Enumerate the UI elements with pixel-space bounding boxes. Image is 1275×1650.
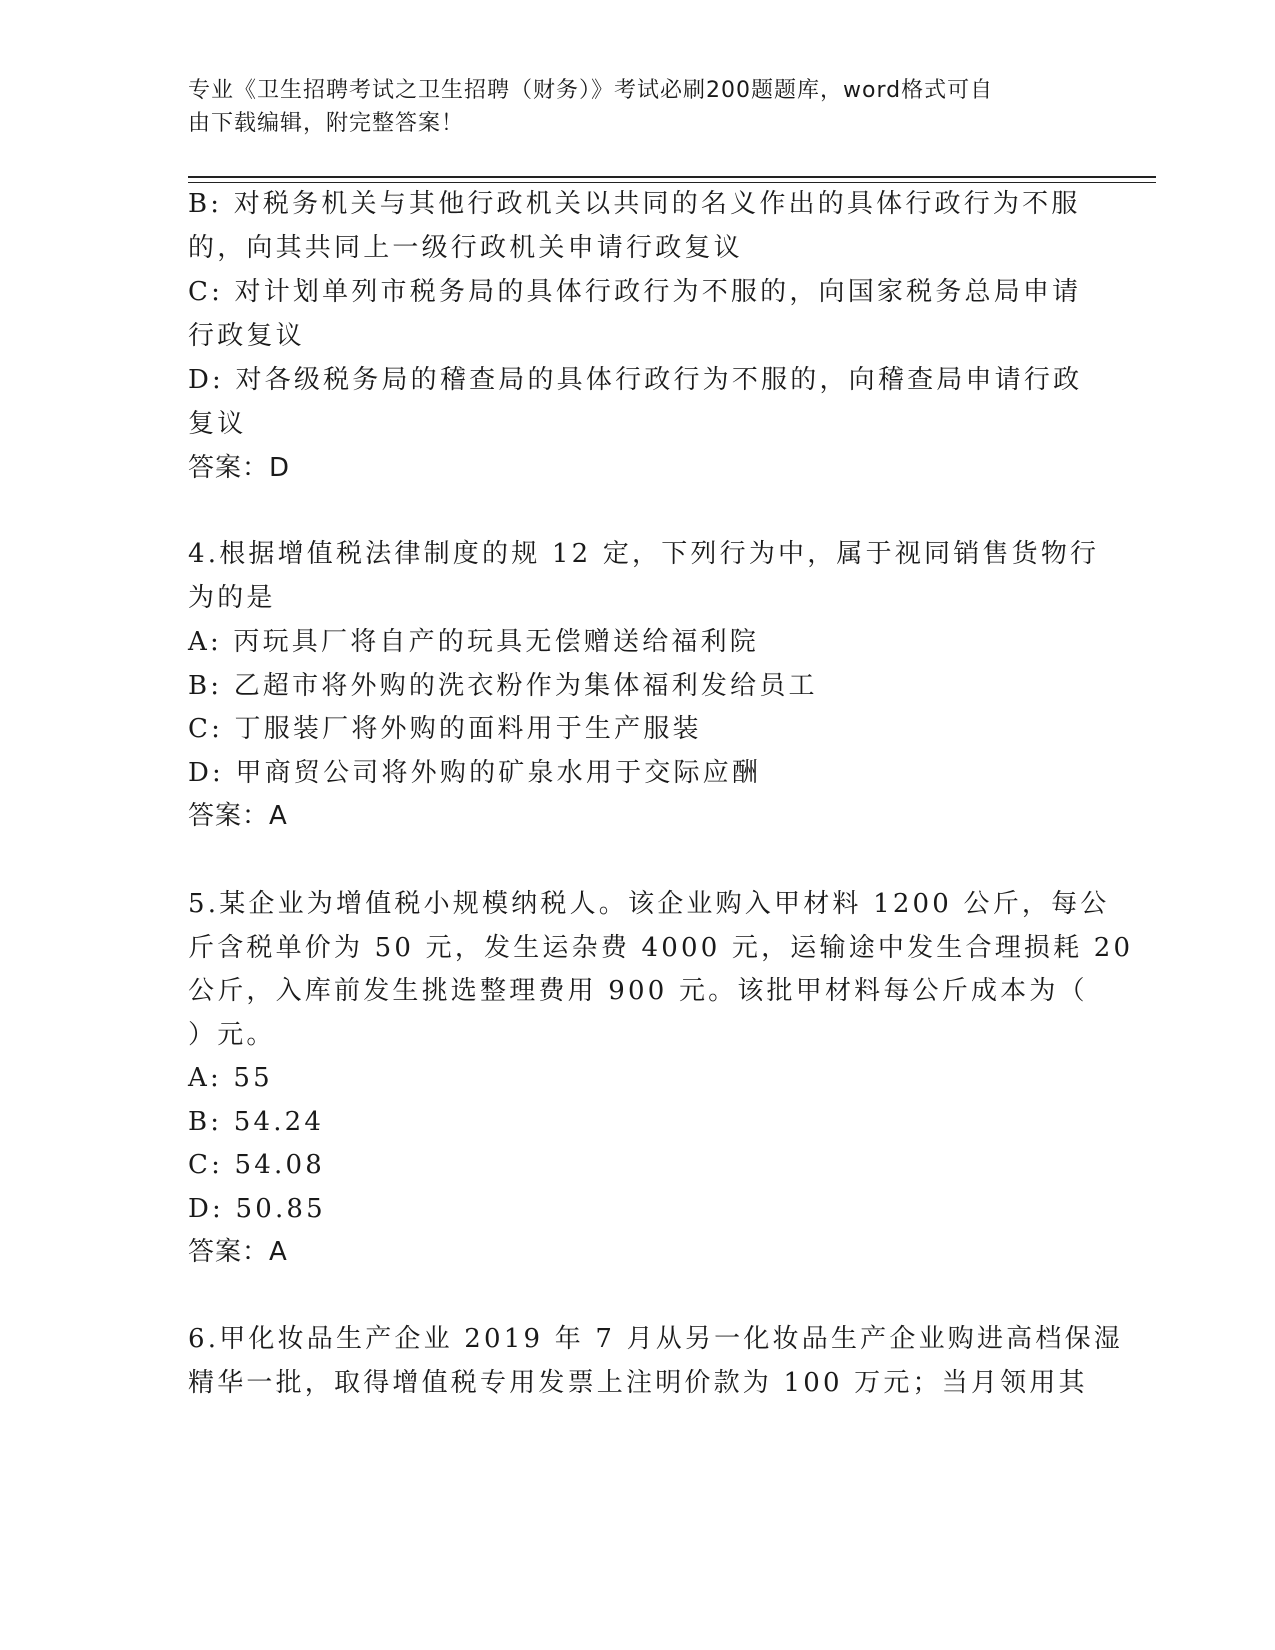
q4-option-d: D: 甲商贸公司将外购的矿泉水用于交际应酬 xyxy=(188,758,762,788)
q5-option-c: C: 54.08 xyxy=(188,1150,325,1180)
q3-option-b-line-2: 的，向其共同上一级行政机关申请行政复议 xyxy=(188,233,743,263)
q4-option-b: B: 乙超市将外购的洗衣粉作为集体福利发给员工 xyxy=(188,671,818,701)
q5-option-b: B: 54.24 xyxy=(188,1107,325,1137)
q4-option-c: C: 丁服装厂将外购的面料用于生产服装 xyxy=(188,714,702,744)
q4-stem-line-2: 为的是 xyxy=(188,583,276,613)
q5-stem-line-2: 斤含税单价为 50 元，发生运杂费 4000 元，运输途中发生合理损耗 20 xyxy=(188,933,1134,963)
q5-stem-line-1: 5.某企业为增值税小规模纳税人。该企业购入甲材料 1200 公斤，每公 xyxy=(188,889,1110,919)
q4-answer: 答案：A xyxy=(188,801,288,831)
document-header xyxy=(188,74,1068,140)
q4-stem-line-1: 4.根据增值税法律制度的规 12 定，下列行为中，属于视同销售货物行 xyxy=(188,539,1100,569)
q3-option-c-line-1: C: 对计划单列市税务局的具体行政行为不服的，向国家税务总局申请 xyxy=(188,277,1082,307)
header-line-1: 专业《卫生招聘考试之卫生招聘（财务）》考试必刷200题题库，word格式可自 xyxy=(188,78,994,103)
q5-answer: 答案：A xyxy=(188,1237,288,1267)
q5-stem-line-3: 公斤，入库前发生挑选整理费用 900 元。该批甲材料每公斤成本为（ xyxy=(188,976,1088,1006)
q6-stem-line-2: 精华一批，取得增值税专用发票上注明价款为 100 万元；当月领用其 xyxy=(188,1368,1088,1398)
q6-stem-line-1: 6.甲化妆品生产企业 2019 年 7 月从另一化妆品生产企业购进高档保湿 xyxy=(188,1324,1123,1354)
q5-option-a: A: 55 xyxy=(188,1063,273,1093)
q3-option-c-line-2: 行政复议 xyxy=(188,321,305,351)
q5-option-d: D: 50.85 xyxy=(188,1194,326,1224)
q3-answer: 答案：D xyxy=(188,453,291,483)
header-divider-thin xyxy=(188,182,1156,183)
header-divider-thick xyxy=(188,176,1156,178)
q3-option-b-line-1: B: 对税务机关与其他行政机关以共同的名义作出的具体行政行为不服 xyxy=(188,189,1081,219)
q3-option-d-line-2: 复议 xyxy=(188,409,247,439)
q4-option-a: A: 丙玩具厂将自产的玩具无偿赠送给福利院 xyxy=(188,627,760,657)
q3-option-d-line-1: D: 对各级税务局的稽查局的具体行政行为不服的，向稽查局申请行政 xyxy=(188,365,1083,395)
q5-stem-line-4: ）元。 xyxy=(188,1020,276,1050)
header-line-2: 由下载编辑，附完整答案！ xyxy=(188,111,465,136)
